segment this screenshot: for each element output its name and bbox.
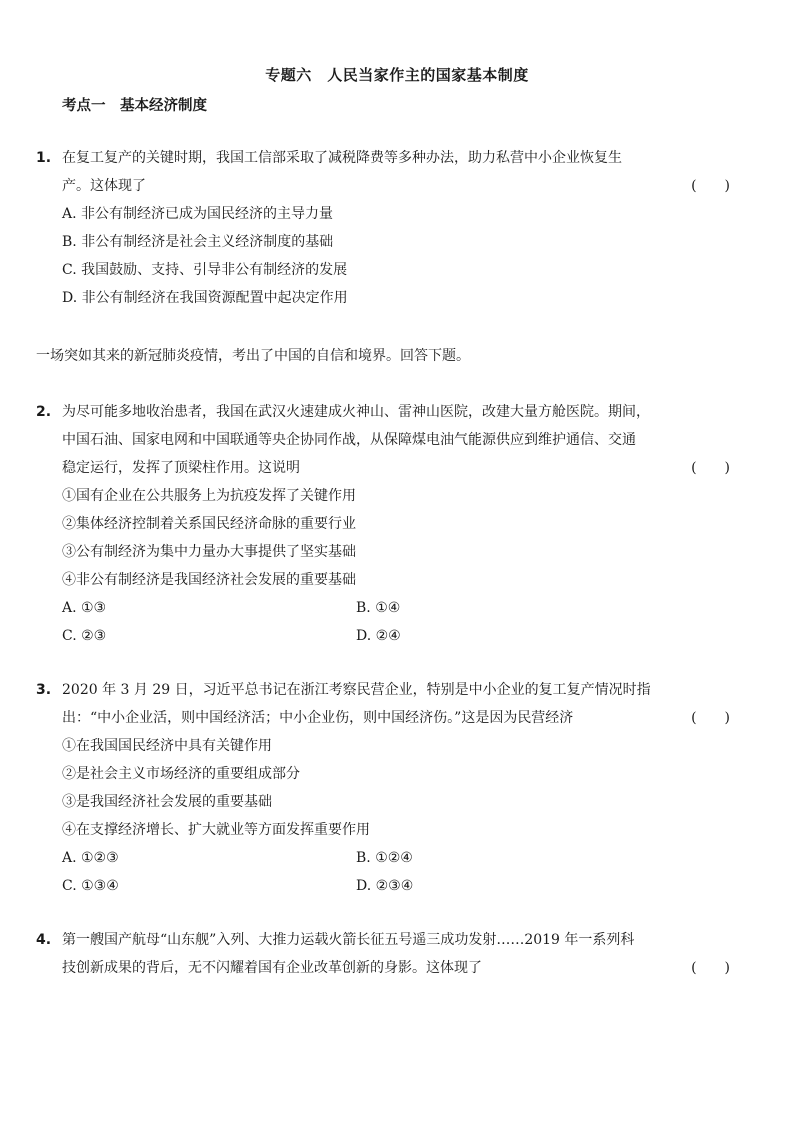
question-stem: 在复工复产的关键时期，我国工信部采取了减税降费等多种办法，助力私营中小企业恢复生 [62,150,622,166]
page-title: 专题六 人民当家作主的国家基本制度 [265,66,529,84]
option-d: D. ②④ [356,628,401,644]
statement-1: ①在我国国民经济中具有关键作用 [62,738,272,754]
statement-2: ②是社会主义市场经济的重要组成部分 [62,766,300,782]
question-number: 2. [36,404,52,420]
question-number: 1. [36,150,52,166]
question-2 [36,398,736,650]
statement-3: ③公有制经济为集中力量办大事提供了坚实基础 [62,544,356,560]
question-3 [36,676,736,900]
answer-parentheses: ( ) [691,960,730,976]
option-a: A. ①③ [62,600,107,616]
question-stem: 第一艘国产航母“山东舰”入列、大推力运载火箭长征五号遥三成功发射……2019 年一系列科 [62,932,635,948]
statement-3: ③是我国经济社会发展的重要基础 [62,794,272,810]
question-stem: 出：“中小企业活，则中国经济活；中小企业伤，则中国经济伤。”这是因为民营经济 [62,710,574,726]
question-stem: 技创新成果的背后，无不闪耀着国有企业改革创新的身影。这体现了 [62,960,482,976]
option-c: C. 我国鼓励、支持、引导非公有制经济的发展 [62,262,348,278]
question-number: 4. [36,932,52,948]
option-d: D. ②③④ [356,878,414,894]
answer-parentheses: ( ) [691,460,730,476]
question-stem: 产。这体现了 [62,178,146,194]
option-d: D. 非公有制经济在我国资源配置中起决定作用 [62,290,348,306]
question-stem: 为尽可能多地收治患者，我国在武汉火速建成火神山、雷神山医院，改建大量方舱医院。期间， [62,404,650,420]
statement-4: ④在支撑经济增长、扩大就业等方面发挥重要作用 [62,822,370,838]
question-stem: 稳定运行，发挥了顶梁柱作用。这说明 [62,460,300,476]
section-heading: 考点一 基本经济制度 [62,98,207,114]
question-stem: 中国石油、国家电网和中国联通等央企协同作战，从保障煤电油气能源供应到维护通信、交通 [62,432,636,448]
option-a: A. 非公有制经济已成为国民经济的主导力量 [62,206,334,222]
option-c: C. ②③ [62,628,107,644]
option-c: C. ①③④ [62,878,119,894]
question-4 [36,926,736,982]
question-stem: 2020 年 3 月 29 日，习近平总书记在浙江考察民营企业，特别是中小企业的复工复产情况时指 [62,682,651,698]
option-a: A. ①②③ [62,850,119,866]
answer-parentheses: ( ) [691,178,730,194]
statement-2: ②集体经济控制着关系国民经济命脉的重要行业 [62,516,356,532]
material-intro: 一场突如其来的新冠肺炎疫情，考出了中国的自信和境界。回答下题。 [36,348,470,364]
question-number: 3. [36,682,52,698]
answer-parentheses: ( ) [691,710,730,726]
option-b: B. ①②④ [356,850,413,866]
statement-1: ①国有企业在公共服务上为抗疫发挥了关键作用 [62,488,356,504]
question-1 [36,144,736,312]
option-b: B. ①④ [356,600,401,616]
option-b: B. 非公有制经济是社会主义经济制度的基础 [62,234,334,250]
statement-4: ④非公有制经济是我国经济社会发展的重要基础 [62,572,356,588]
